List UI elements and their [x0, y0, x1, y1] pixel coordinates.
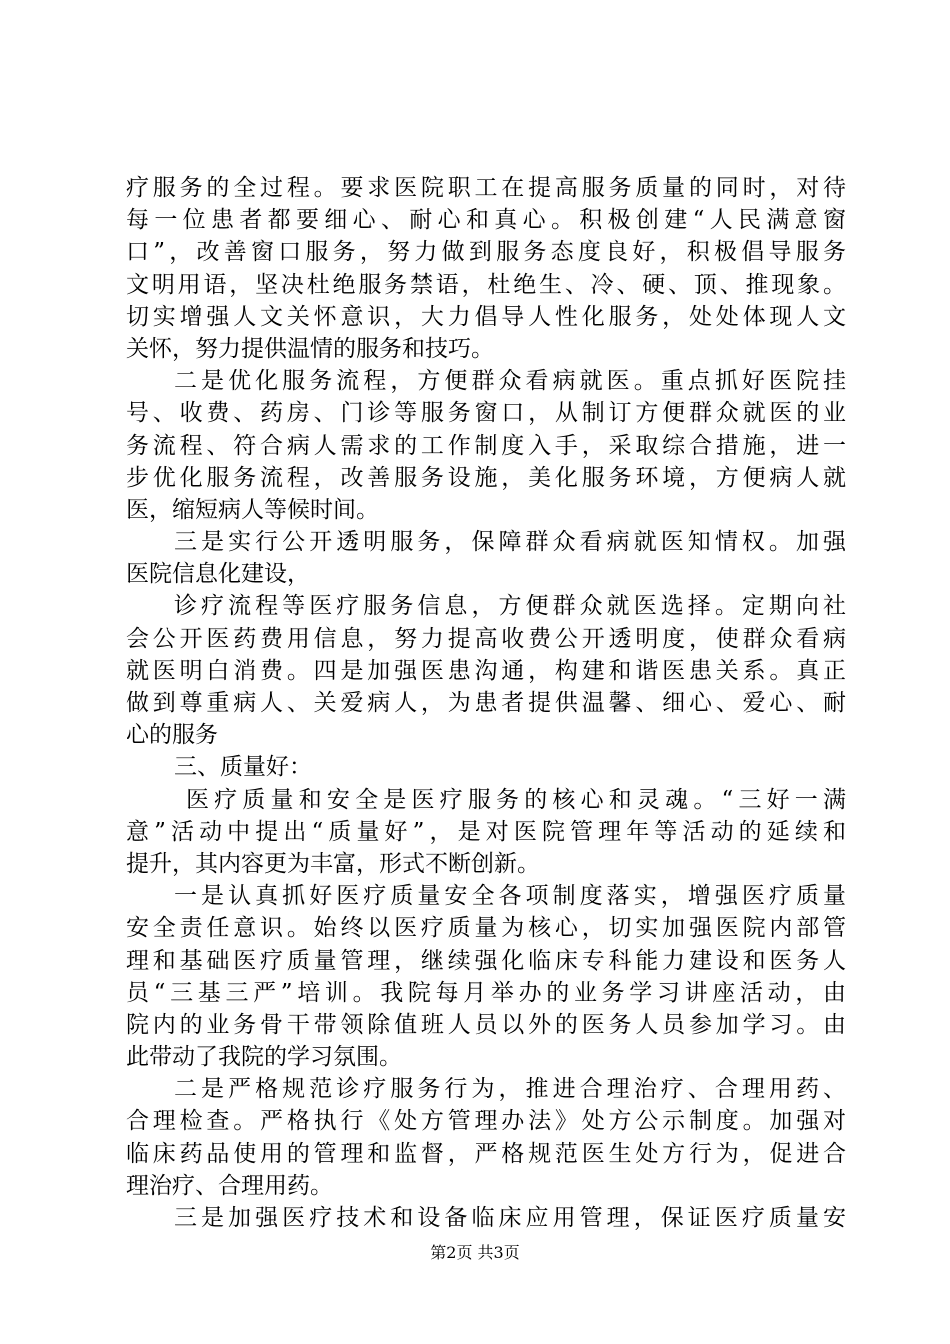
- document-body: [126, 172, 846, 1234]
- text-line: 会公开医药费用信息，努力提高收费公开透明度，使群众看病: [126, 625, 846, 652]
- text-line: 此带动了我院的学习氛围。: [126, 1044, 402, 1071]
- text-line: 务流程、符合病人需求的工作制度入手，采取综合措施，进一: [126, 432, 846, 459]
- text-line: 理和基础医疗质量管理，继续强化临床专科能力建设和医务人: [126, 947, 846, 974]
- text-line: 三、质量好：: [174, 754, 312, 781]
- text-line: 医疗质量和安全是医疗服务的核心和灵魂。“三好一满: [186, 786, 846, 813]
- text-line: 疗服务的全过程。要求医院职工在提高服务质量的同时，对待: [126, 175, 846, 201]
- text-line: 步优化服务流程，改善服务设施，美化服务环境，方便病人就: [126, 464, 846, 491]
- text-line: 每一位患者都要细心、耐心和真心。积极创建“人民满意窗: [126, 207, 846, 234]
- text-line: 提升，其内容更为丰富，形式不断创新。: [126, 850, 540, 877]
- text-line: 切实增强人文关怀意识，大力倡导人性化服务，处处体现人文: [126, 303, 846, 330]
- text-line: 口”，改善窗口服务，努力做到服务态度良好，积极倡导服务: [126, 239, 846, 266]
- text-line: 一是认真抓好医疗质量安全各项制度落实，增强医疗质量: [174, 883, 846, 910]
- text-line: 二是优化服务流程，方便群众看病就医。重点抓好医院挂: [174, 368, 846, 395]
- text-line: 医院信息化建设，: [126, 561, 310, 588]
- text-line: 三是实行公开透明服务，保障群众看病就医知情权。加强: [174, 529, 846, 556]
- text-line: 做到尊重病人、关爱病人，为患者提供温馨、细心、爱心、耐: [126, 690, 846, 716]
- page-number-label: 第2页 共3页: [430, 1243, 520, 1262]
- text-line: 合理检查。严格执行《处方管理办法》处方公示制度。加强对: [126, 1108, 846, 1135]
- text-line: 诊疗流程等医疗服务信息，方便群众就医选择。定期向社: [174, 593, 846, 620]
- text-line: 院内的业务骨干带领除值班人员以外的医务人员参加学习。由: [126, 1011, 846, 1038]
- page-footer: [0, 1243, 950, 1263]
- text-line: 文明用语，坚决杜绝服务禁语，杜绝生、冷、硬、顶、推现象。: [126, 271, 846, 298]
- text-line: 理治疗、合理用药。: [126, 1172, 333, 1199]
- text-line: 意”活动中提出“质量好”，是对医院管理年等活动的延续和: [126, 818, 846, 845]
- text-line: 医，缩短病人等候时间。: [126, 496, 379, 523]
- text-line: 心的服务: [126, 722, 218, 749]
- text-line: 三是加强医疗技术和设备临床应用管理，保证医疗质量安: [174, 1205, 846, 1231]
- text-line: 二是严格规范诊疗服务行为，推进合理治疗、合理用药、: [174, 1076, 846, 1103]
- text-line: 员“三基三严”培训。我院每月举办的业务学习讲座活动，由: [126, 979, 846, 1006]
- text-line: 就医明白消费。四是加强医患沟通，构建和谐医患关系。真正: [126, 657, 846, 684]
- text-line: 安全责任意识。始终以医疗质量为核心，切实加强医院内部管: [126, 915, 846, 942]
- text-line: 临床药品使用的管理和监督，严格规范医生处方行为，促进合: [126, 1140, 846, 1167]
- text-line: 号、收费、药房、门诊等服务窗口，从制订方便群众就医的业: [126, 400, 846, 427]
- text-line: 关怀，努力提供温情的服务和技巧。: [126, 335, 494, 362]
